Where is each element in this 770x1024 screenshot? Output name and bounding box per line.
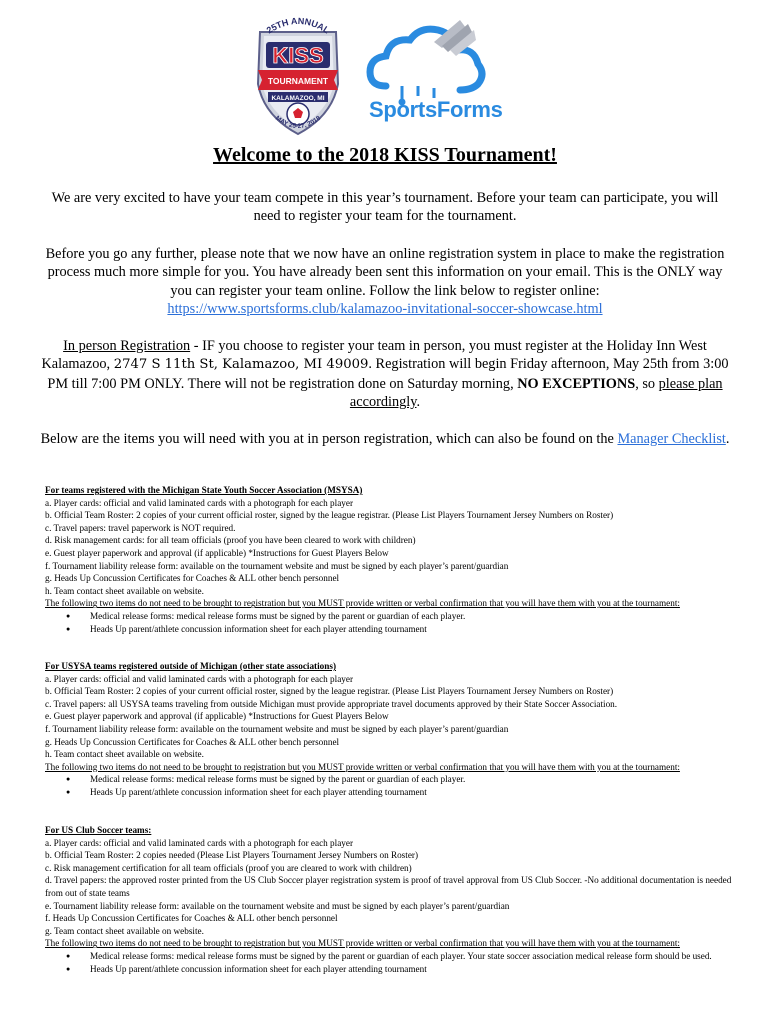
usysa-item: c. Travel papers: all USYSA teams traveling from outside Michigan must provide appropriate travel documents approved by their State Soccer Association.: [45, 698, 618, 709]
inperson-end: .: [416, 394, 421, 411]
usysa-item: h. Team contact sheet available on website.: [45, 749, 204, 760]
usclub-bullet: ● Heads Up parent/athlete concussion information sheet for each player attending tournament: [45, 963, 735, 976]
usysa-bullet: ● Medical release forms: medical release forms must be signed by the parent or guardian of each player.: [45, 773, 735, 786]
sportsforms-wordmark: SportsForms: [369, 97, 503, 122]
usysa-item: a. Player cards: official and valid laminated cards with a photograph for each player: [45, 673, 354, 684]
usclub-note: The following two items do not need to be brought to registration but you MUST provide written or verbal confirmation that you will have them with you at the tournament:: [45, 938, 680, 949]
items-intro-end: .: [725, 431, 730, 447]
usysa-note: The following two items do not need to be brought to registration but you MUST provide written or verbal confirmation that you will have them with you at the tournament:: [45, 761, 680, 772]
msysa-bullet: ● Heads Up parent/athlete concussion information sheet for each player attending tournament: [45, 623, 735, 636]
items-intro-paragraph: [40, 430, 730, 448]
kiss-main-text: KISS: [272, 43, 324, 68]
usysa-item: g. Heads Up Concussion Certificates for Coaches & ALL other bench personnel: [45, 736, 340, 747]
usclub-item: g. Team contact sheet available on website.: [45, 925, 204, 936]
manager-checklist-link[interactable]: Manager Checklist: [617, 431, 726, 447]
kiss-banner-text: TOURNAMENT: [267, 76, 329, 86]
usysa-header: For USYSA teams registered outside of Michigan (other state associations): [45, 661, 336, 671]
usysa-item: f. Tournament liability release form: available on the tournament website and must be signed by each player’s parent/guardian: [45, 723, 509, 734]
usysa-section: [45, 660, 735, 799]
logo-header: [0, 0, 770, 140]
inperson-text-3: , so: [635, 375, 659, 392]
usclub-item: b. Official Team Roster: 2 copies needed (Please List Players Tournament Jersey Numbers on Roster): [45, 850, 419, 861]
inperson-label: In person Registration: [63, 338, 191, 354]
msysa-note: The following two items do not need to be brought to registration but you MUST provide written or verbal confirmation that you will have them with you at the tournament:: [45, 598, 680, 609]
msysa-item: f. Tournament liability release form: available on the tournament website and must be signed by each player’s parent/guardian: [45, 560, 509, 571]
msysa-item: a. Player cards: official and valid laminated cards with a photograph for each player: [45, 497, 354, 508]
msysa-item: d. Risk management cards: for all team officials (proof you have been cleared to work with children): [45, 535, 416, 546]
msysa-item: h. Team contact sheet available on website.: [45, 585, 204, 596]
usclub-item: e. Tournament liability release form: available on the tournament website and must be signed by each player’s parent/guardian: [45, 900, 510, 911]
usclub-bullet: ● Medical release forms: medical release forms must be signed by the parent or guardian of each player. Your state soccer association medical release form should be used.: [45, 950, 735, 963]
inperson-no-exceptions: NO EXCEPTIONS: [517, 375, 636, 392]
usclub-item: d. Travel papers: the approved roster printed from the US Club Soccer player registration system is proof of travel approval from US Club Soccer. -No additional documentation is needed from out of state teams: [45, 875, 732, 898]
usysa-bullet: ● Heads Up parent/athlete concussion information sheet for each player attending tournament: [45, 786, 735, 799]
msysa-item: b. Official Team Roster: 2 copies of your current official roster, signed by the league registrar. (Please List Players Tournament Jersey Numbers on Roster): [45, 510, 614, 521]
page-title: Welcome to the 2018 KISS Tournament!: [213, 144, 557, 166]
usclub-item: c. Risk management certification for all team officials (proof you are cleared to work with children): [45, 862, 412, 873]
msysa-item: g. Heads Up Concussion Certificates for Coaches & ALL other bench personnel: [45, 573, 340, 584]
usclub-section: [45, 824, 735, 975]
kiss-city-text: KALAMAZOO, MI: [271, 95, 325, 102]
inperson-plan-accordingly: please plan accordingly: [349, 375, 723, 411]
items-intro-text: Below are the items you will need with you at in person registration, which can also be found on the: [40, 431, 618, 447]
inperson-address: 2747 S 11th St, Kalamazoo, MI 49009: [113, 357, 369, 373]
msysa-bullets: [45, 610, 735, 635]
msysa-section: [45, 484, 735, 635]
msysa-item: e. Guest player paperwork and approval (if applicable) *Instructions for Guest Players Below: [45, 547, 389, 558]
inperson-text-2: . Registration will begin Friday afternoon, May 25th from 3:00 PM till 7:00 PM ONLY. There will not be registration done on Saturday morning,: [47, 356, 729, 392]
registration-link[interactable]: https://www.sportsforms.club/kalamazoo-invitational-soccer-showcase.html: [167, 301, 603, 318]
usclub-header: For US Club Soccer teams:: [45, 825, 152, 835]
usysa-bullets: [45, 773, 735, 798]
usclub-item: a. Player cards: official and valid laminated cards with a photograph for each player: [45, 837, 354, 848]
msysa-header: For teams registered with the Michigan State Youth Soccer Association (MSYSA): [45, 485, 363, 495]
inperson-paragraph: [40, 337, 730, 412]
usclub-item: f. Heads Up Concussion Certificates for Coaches & ALL other bench personnel: [45, 913, 338, 924]
msysa-bullet: ● Medical release forms: medical release forms must be signed by the parent or guardian of each player.: [45, 610, 735, 623]
usysa-item: b. Official Team Roster: 2 copies of your current official roster, signed by the league registrar. (Please List Players Tournament Jersey Numbers on Roster): [45, 686, 614, 697]
online-registration-text: Before you go any further, please note that we now have an online registration system in place to make the registration process much more simple for you. You have already been sent this information on your email. This is the ONLY way you can register your team online. Follow the link below to register online:: [45, 246, 725, 299]
usclub-bullets: [45, 950, 735, 975]
inperson-text-1: - IF you choose to register your team in person, you must register at the Holiday Inn West Kalamazoo,: [41, 338, 707, 373]
online-registration-paragraph: [40, 245, 730, 319]
intro-paragraph: We are very excited to have your team compete in this year’s tournament. Before your team can participate, you will need to register your team for the tournament.: [51, 190, 719, 225]
usysa-item: e. Guest player paperwork and approval (if applicable) *Instructions for Guest Players Below: [45, 711, 389, 722]
kiss-top-text: 25TH ANNUAL: [264, 15, 332, 36]
kiss-date-text: MAY 25-27, 2018: [273, 114, 323, 131]
msysa-item: c. Travel papers: travel paperwork is NOT required.: [45, 522, 236, 533]
kiss-tournament-logo: [252, 14, 344, 138]
